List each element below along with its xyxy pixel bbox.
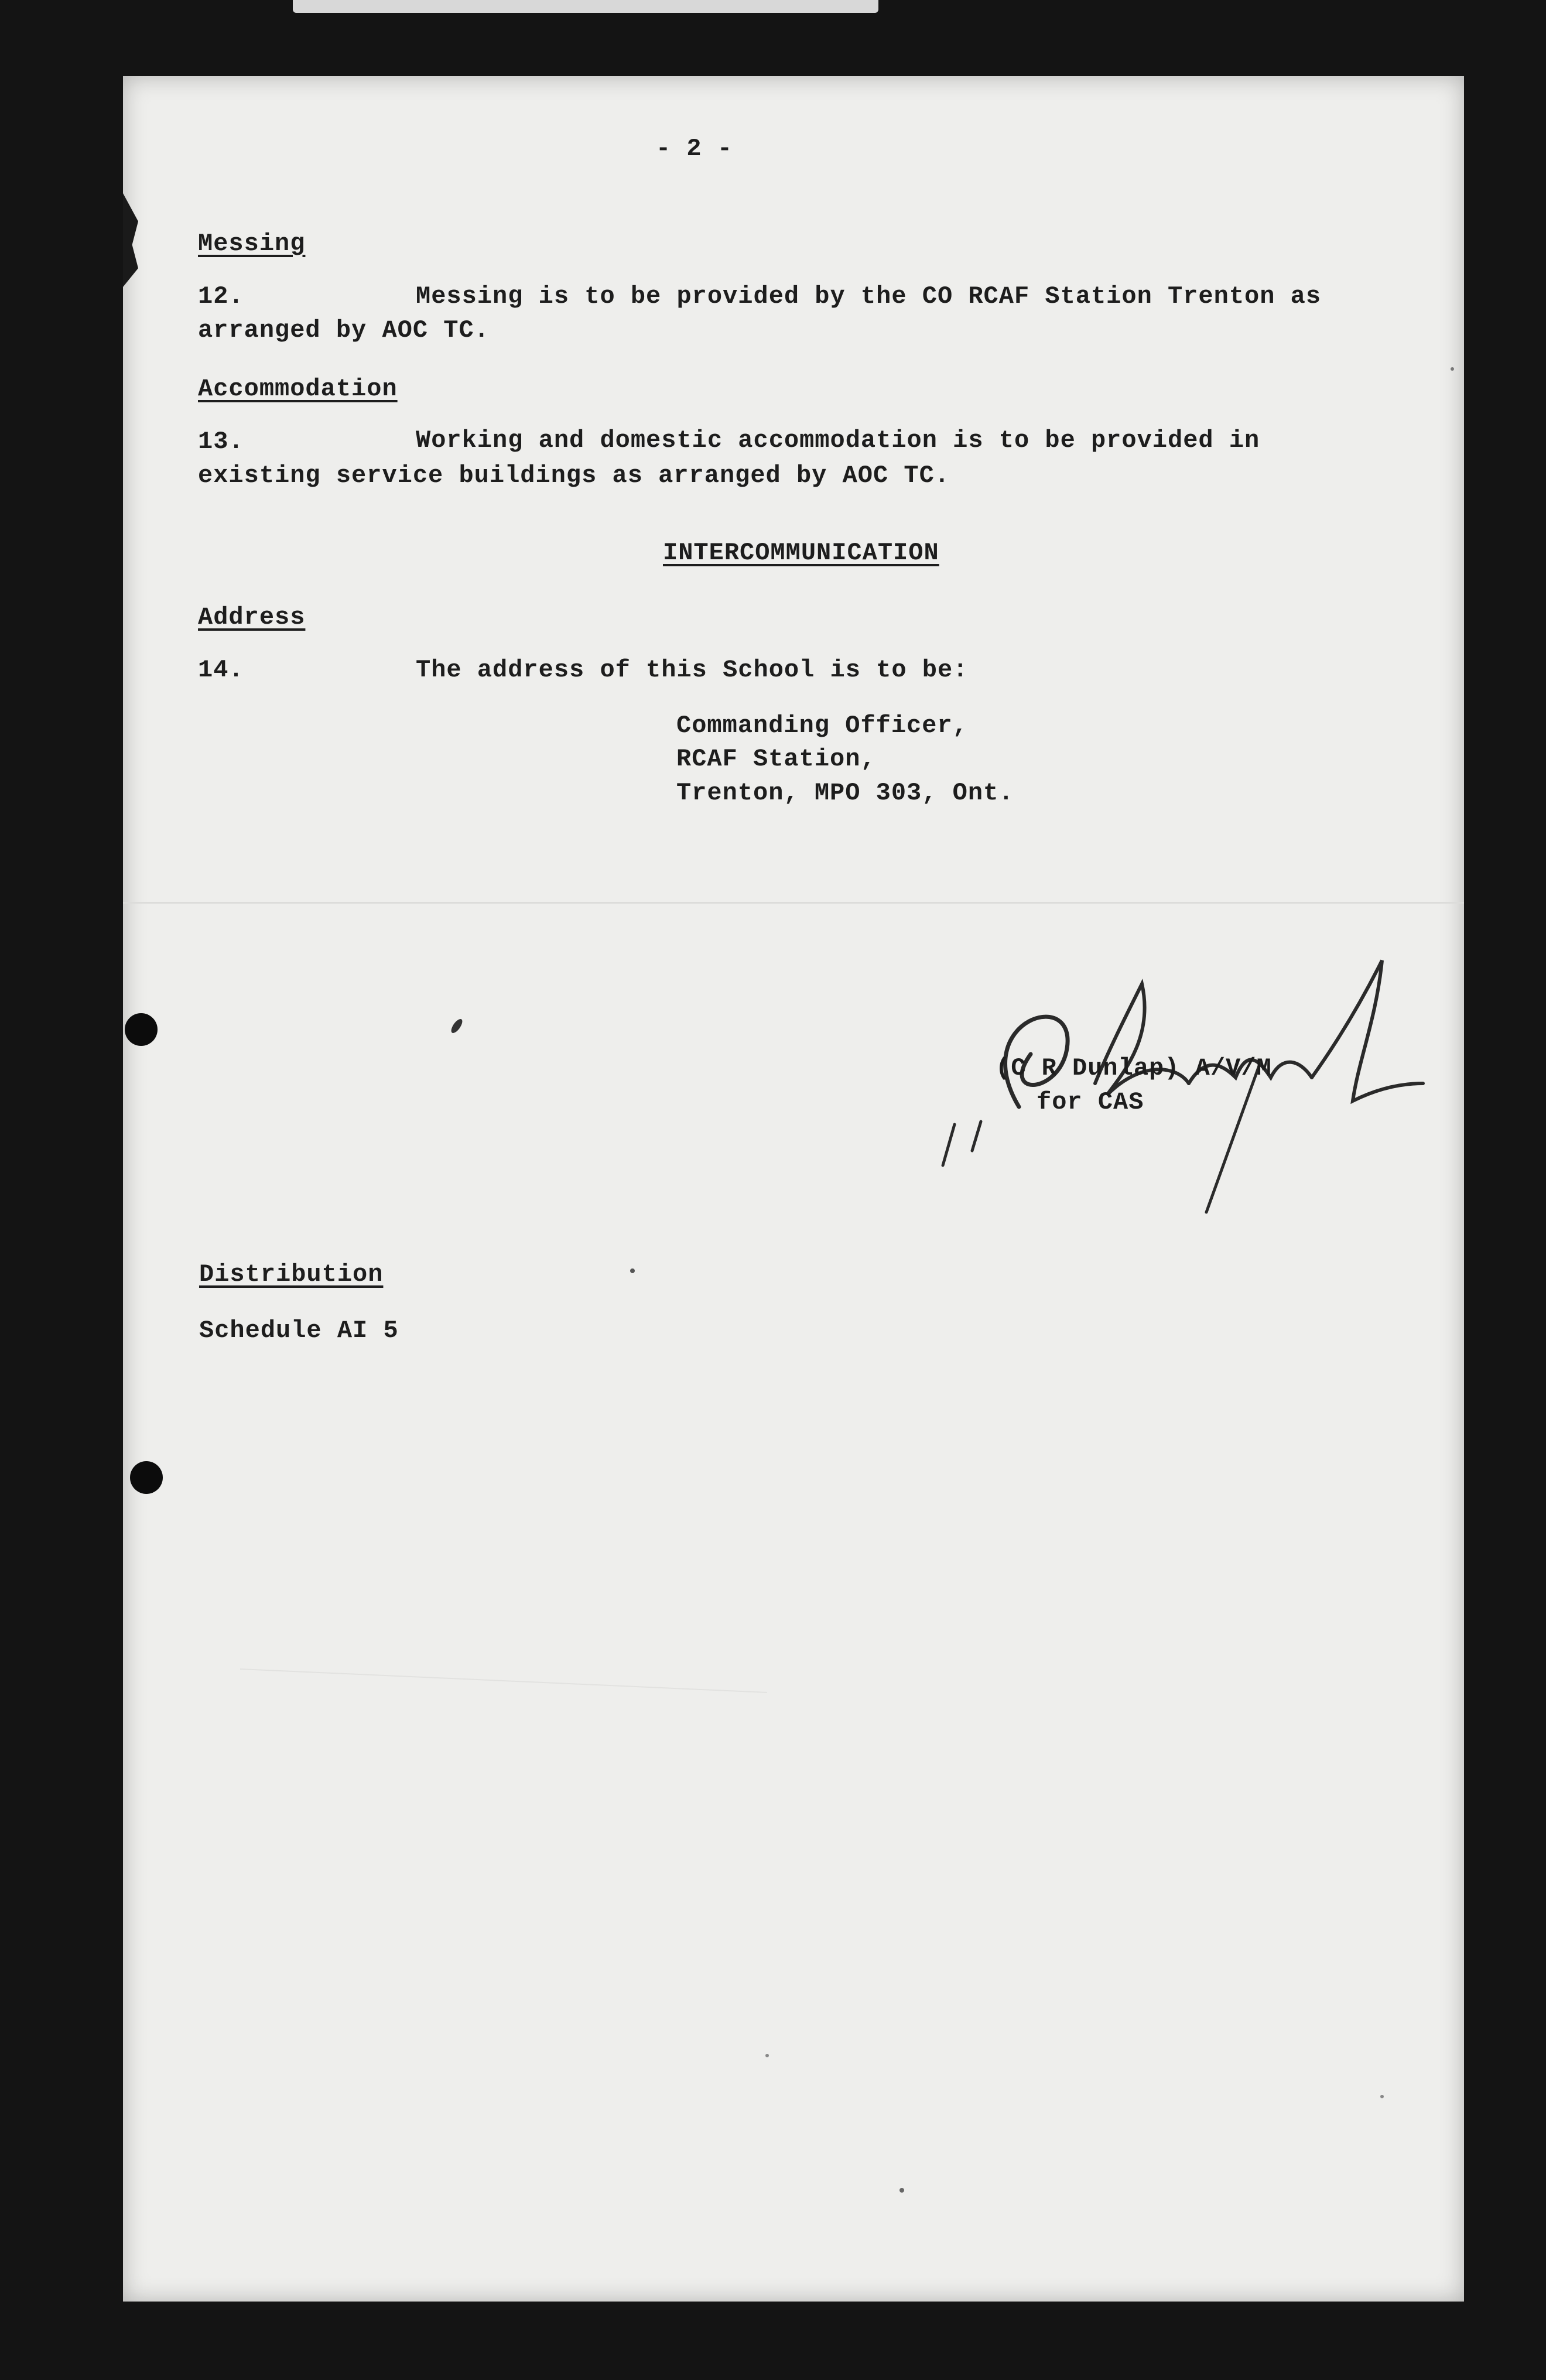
heading-accommodation: Accommodation [198, 375, 398, 403]
para-14-number: 14. [198, 656, 244, 684]
para-12-line2: arranged by AOC TC. [198, 316, 490, 344]
heading-intercommunication: INTERCOMMUNICATION [663, 539, 939, 567]
address-line2: RCAF Station, [676, 745, 876, 773]
para-13-line1: Working and domestic accommodation is to be provided in [416, 426, 1260, 454]
signatory-for: for CAS [1037, 1088, 1144, 1116]
paper-specks [123, 76, 1464, 2302]
film-top-strip [293, 0, 878, 13]
heading-distribution: Distribution [199, 1260, 384, 1288]
heading-messing: Messing [198, 230, 306, 258]
para-14-line1: The address of this School is to be: [416, 656, 969, 684]
page-number: - 2 - [656, 135, 733, 163]
document-page [123, 76, 1464, 2302]
para-12-number: 12. [198, 282, 244, 310]
address-line3: Trenton, MPO 303, Ont. [676, 779, 1014, 807]
signatory-name: (C R Dunlap) A/V/M [996, 1054, 1272, 1082]
heading-address: Address [198, 603, 306, 631]
para-13-number: 13. [198, 428, 244, 456]
address-line1: Commanding Officer, [676, 712, 968, 740]
para-12-line1: Messing is to be provided by the CO RCAF Station Trenton as [416, 282, 1322, 310]
para-13-line2: existing service buildings as arranged by AOC TC. [198, 461, 950, 490]
distribution-value: Schedule AI 5 [199, 1316, 399, 1345]
